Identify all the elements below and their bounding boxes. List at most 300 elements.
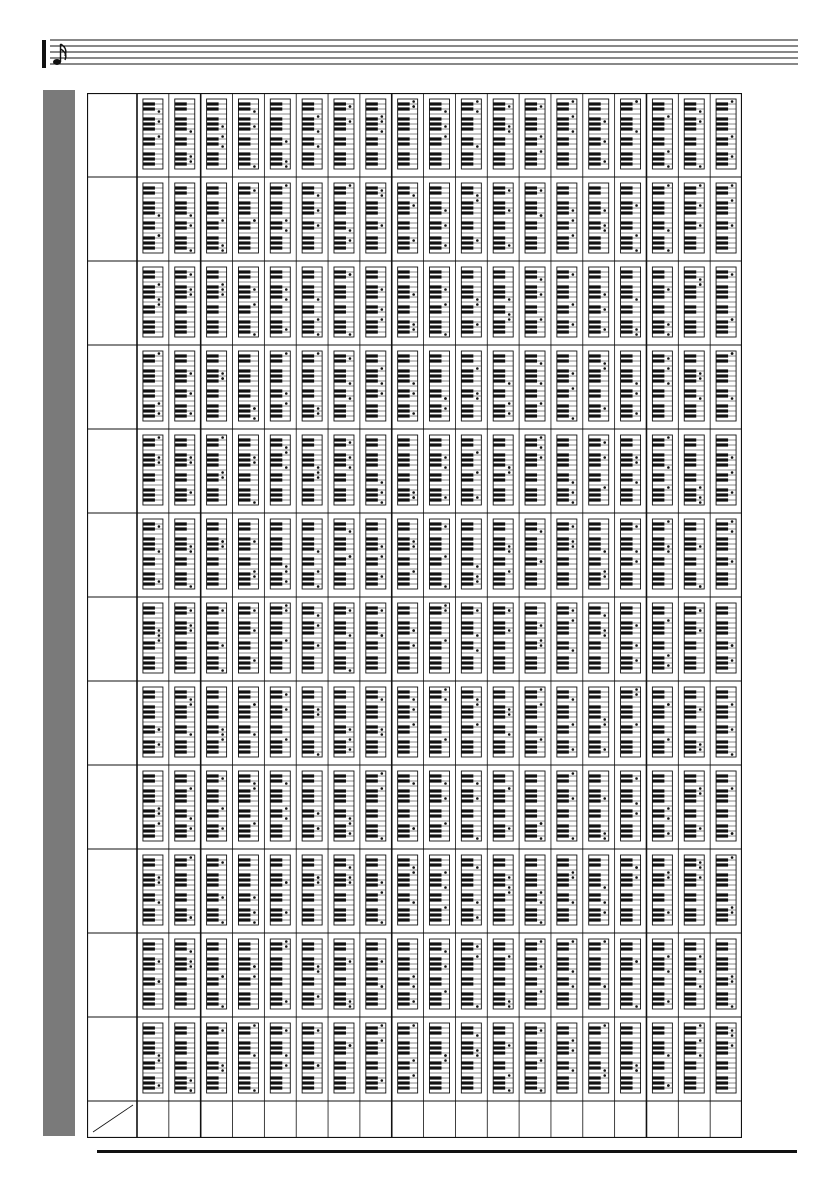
keyboard-diagram: [684, 267, 704, 337]
pressed-key-dot: [635, 802, 638, 805]
pressed-key-dot: [444, 698, 447, 701]
pressed-key-dot: [317, 471, 320, 474]
pressed-key-dot: [667, 115, 670, 118]
pressed-key-dot: [253, 461, 256, 464]
chord-fingering-chart: [87, 93, 742, 1138]
pressed-key-dot: [221, 135, 224, 138]
pressed-key-dot: [731, 703, 734, 706]
pressed-key-dot: [158, 881, 161, 884]
pressed-key-dot: [317, 145, 320, 148]
pressed-key-dot: [667, 832, 670, 835]
pressed-key-dot: [731, 318, 734, 321]
pressed-key-dot: [731, 856, 734, 859]
keyboard-diagram: [716, 519, 736, 589]
pressed-key-dot: [317, 318, 320, 321]
keyboard-diagram: [621, 519, 641, 589]
pressed-key-dot: [476, 797, 479, 800]
pressed-key-dot: [285, 911, 288, 914]
pressed-key-dot: [572, 1049, 575, 1052]
pressed-key-dot: [731, 273, 734, 276]
keyboard-diagram: [493, 519, 513, 589]
pressed-key-dot: [189, 733, 192, 736]
keyboard-diagram: [461, 267, 481, 337]
keyboard-diagram: [525, 939, 545, 1009]
pressed-key-dot: [603, 229, 606, 232]
keyboard-diagram: [525, 435, 545, 505]
pressed-key-dot: [412, 323, 415, 326]
pressed-key-dot: [381, 189, 384, 192]
pressed-key-dot: [572, 100, 575, 103]
pressed-key-dot: [572, 609, 575, 612]
pressed-key-dot: [158, 822, 161, 825]
pressed-key-dot: [699, 866, 702, 869]
keyboard-diagram: [143, 687, 163, 757]
pressed-key-dot: [189, 916, 192, 919]
pressed-key-dot: [603, 629, 606, 632]
pressed-key-dot: [508, 125, 511, 128]
keyboard-diagram: [493, 939, 513, 1009]
pressed-key-dot: [667, 165, 670, 168]
pressed-key-dot: [603, 886, 606, 889]
keyboard-diagram: [525, 855, 545, 925]
pressed-key-dot: [540, 150, 543, 153]
pressed-key-dot: [317, 876, 320, 879]
keyboard-diagram: [525, 1023, 545, 1093]
pressed-key-dot: [221, 669, 224, 672]
pressed-key-dot: [349, 728, 352, 731]
pressed-key-dot: [285, 466, 288, 469]
pressed-key-dot: [444, 333, 447, 336]
keyboard-diagram: [557, 1023, 577, 1093]
pressed-key-dot: [699, 708, 702, 711]
keyboard-diagram: [302, 687, 322, 757]
keyboard-diagram: [175, 519, 195, 589]
pressed-key-dot: [508, 708, 511, 711]
keyboard-diagram: [525, 771, 545, 841]
pressed-key-dot: [189, 224, 192, 227]
keyboard-diagram: [302, 771, 322, 841]
pressed-key-dot: [540, 624, 543, 627]
keyboard-diagram: [430, 435, 450, 505]
keyboard-diagram: [684, 687, 704, 757]
pressed-key-dot: [381, 772, 384, 775]
pressed-key-dot: [540, 921, 543, 924]
keyboard-diagram: [398, 603, 418, 673]
pressed-key-dot: [603, 441, 606, 444]
pressed-key-dot: [381, 1024, 384, 1027]
pressed-key-dot: [635, 550, 638, 553]
pressed-key-dot: [412, 328, 415, 331]
pressed-key-dot: [572, 481, 575, 484]
pressed-key-dot: [158, 960, 161, 963]
keyboard-diagram: [398, 435, 418, 505]
pressed-key-dot: [603, 456, 606, 459]
keyboard-diagram: [334, 771, 354, 841]
pressed-key-dot: [285, 451, 288, 454]
keyboard-diagram: [398, 855, 418, 925]
pressed-key-dot: [667, 545, 670, 548]
pressed-key-dot: [221, 249, 224, 252]
pressed-key-dot: [699, 224, 702, 227]
pressed-key-dot: [253, 965, 256, 968]
pressed-key-dot: [381, 481, 384, 484]
pressed-key-dot: [158, 1084, 161, 1087]
pressed-key-dot: [285, 1029, 288, 1032]
pressed-key-dot: [476, 703, 479, 706]
pressed-key-dot: [253, 456, 256, 459]
pressed-key-dot: [158, 634, 161, 637]
keyboard-diagram: [652, 603, 672, 673]
keyboard-diagram: [716, 99, 736, 169]
keyboard-diagram: [207, 267, 227, 337]
pressed-key-dot: [158, 120, 161, 123]
pressed-key-dot: [285, 565, 288, 568]
pressed-key-dot: [189, 130, 192, 133]
pressed-key-dot: [667, 1084, 670, 1087]
keyboard-diagram: [175, 267, 195, 337]
keyboard-diagram: [175, 855, 195, 925]
keyboard-diagram: [175, 771, 195, 841]
pressed-key-dot: [349, 881, 352, 884]
keyboard-diagram: [461, 351, 481, 421]
keyboard-diagram: [366, 687, 386, 757]
keyboard-diagram: [557, 771, 577, 841]
pressed-key-dot: [221, 921, 224, 924]
pressed-key-dot: [158, 980, 161, 983]
pressed-key-dot: [412, 1024, 415, 1027]
pressed-key-dot: [444, 688, 447, 691]
keyboard-diagram: [270, 435, 290, 505]
pressed-key-dot: [667, 288, 670, 291]
pressed-key-dot: [381, 392, 384, 395]
pressed-key-dot: [444, 609, 447, 612]
pressed-key-dot: [317, 970, 320, 973]
keyboard-diagram: [430, 1023, 450, 1093]
pressed-key-dot: [476, 239, 479, 242]
pressed-key-dot: [476, 100, 479, 103]
pressed-key-dot: [603, 634, 606, 637]
pressed-key-dot: [508, 1089, 511, 1092]
pressed-key-dot: [381, 787, 384, 790]
pressed-key-dot: [603, 140, 606, 143]
keyboard-diagram: [270, 183, 290, 253]
pressed-key-dot: [253, 787, 256, 790]
pressed-key-dot: [253, 911, 256, 914]
pressed-key-dot: [731, 184, 734, 187]
pressed-key-dot: [603, 120, 606, 123]
pressed-key-dot: [699, 629, 702, 632]
pressed-key-dot: [349, 669, 352, 672]
pressed-key-dot: [699, 955, 702, 958]
page-header: [0, 0, 840, 80]
keyboard-diagram: [302, 267, 322, 337]
pressed-key-dot: [444, 110, 447, 113]
keyboard-diagram: [398, 183, 418, 253]
pressed-key-dot: [603, 362, 606, 365]
pressed-key-dot: [444, 407, 447, 410]
pressed-key-dot: [635, 249, 638, 252]
pressed-key-dot: [667, 486, 670, 489]
pressed-key-dot: [253, 165, 256, 168]
pressed-key-dot: [349, 333, 352, 336]
pressed-key-dot: [572, 273, 575, 276]
keyboard-diagram: [493, 99, 513, 169]
pressed-key-dot: [635, 412, 638, 415]
keyboard-diagram: [430, 99, 450, 169]
keyboard-diagram: [430, 351, 450, 421]
pressed-key-dot: [540, 402, 543, 405]
pressed-key-dot: [412, 545, 415, 548]
pressed-key-dot: [444, 1054, 447, 1057]
pressed-key-dot: [731, 975, 734, 978]
pressed-key-dot: [349, 184, 352, 187]
pressed-key-dot: [381, 837, 384, 840]
pressed-key-dot: [540, 189, 543, 192]
keyboard-diagram: [334, 435, 354, 505]
keyboard-diagram: [589, 939, 609, 1009]
pressed-key-dot: [667, 150, 670, 153]
keyboard-diagram: [652, 687, 672, 757]
pressed-key-dot: [189, 461, 192, 464]
pressed-key-dot: [412, 540, 415, 543]
keyboard-diagram: [621, 351, 641, 421]
pressed-key-dot: [381, 1039, 384, 1042]
pressed-key-dot: [603, 224, 606, 227]
pressed-key-dot: [476, 916, 479, 919]
pressed-key-dot: [189, 545, 192, 548]
pressed-key-dot: [253, 540, 256, 543]
pressed-key-dot: [381, 382, 384, 385]
pressed-key-dot: [412, 708, 415, 711]
pressed-key-dot: [381, 733, 384, 736]
pressed-key-dot: [285, 817, 288, 820]
keyboard-diagram: [430, 855, 450, 925]
keyboard-diagram: [270, 855, 290, 925]
pressed-key-dot: [572, 901, 575, 904]
keyboard-diagram: [175, 1023, 195, 1093]
pressed-key-dot: [731, 980, 734, 983]
pressed-key-dot: [476, 145, 479, 148]
keyboard-diagram: [652, 1023, 672, 1093]
pressed-key-dot: [699, 278, 702, 281]
pressed-key-dot: [317, 753, 320, 756]
pressed-key-dot: [508, 545, 511, 548]
keyboard-diagram: [493, 855, 513, 925]
pressed-key-dot: [508, 1000, 511, 1003]
pressed-key-dot: [221, 293, 224, 296]
keyboard-diagram: [366, 435, 386, 505]
pressed-key-dot: [603, 575, 606, 578]
pressed-key-dot: [667, 664, 670, 667]
pressed-key-dot: [444, 886, 447, 889]
pressed-key-dot: [667, 367, 670, 370]
pressed-key-dot: [412, 105, 415, 108]
pressed-key-dot: [731, 397, 734, 400]
keyboard-diagram: [493, 267, 513, 337]
pressed-key-dot: [667, 1054, 670, 1057]
keyboard-diagram: [621, 855, 641, 925]
pressed-key-dot: [508, 1074, 511, 1077]
pressed-key-dot: [444, 397, 447, 400]
keyboard-diagram: [430, 519, 450, 589]
keyboard-diagram: [175, 351, 195, 421]
pressed-key-dot: [221, 219, 224, 222]
pressed-key-dot: [253, 921, 256, 924]
pressed-key-dot: [317, 194, 320, 197]
pressed-key-dot: [158, 214, 161, 217]
pressed-key-dot: [189, 273, 192, 276]
pressed-key-dot: [540, 822, 543, 825]
pressed-key-dot: [444, 990, 447, 993]
pressed-key-dot: [540, 318, 543, 321]
keyboard-diagram: [270, 1023, 290, 1093]
pressed-key-dot: [508, 733, 511, 736]
pressed-key-dot: [221, 975, 224, 978]
keyboard-diagram: [238, 519, 258, 589]
pressed-key-dot: [158, 402, 161, 405]
pressed-key-dot: [221, 733, 224, 736]
pressed-key-dot: [731, 471, 734, 474]
keyboard-diagram: [207, 351, 227, 421]
pressed-key-dot: [412, 644, 415, 647]
pressed-key-dot: [285, 639, 288, 642]
pressed-key-dot: [731, 100, 734, 103]
keyboard-diagram: [238, 939, 258, 1009]
keyboard-diagram: [589, 771, 609, 841]
pressed-key-dot: [635, 866, 638, 869]
pressed-key-dot: [317, 466, 320, 469]
pressed-key-dot: [189, 965, 192, 968]
pressed-key-dot: [349, 273, 352, 276]
pressed-key-dot: [317, 224, 320, 227]
keyboard-diagram: [716, 603, 736, 673]
pressed-key-dot: [540, 990, 543, 993]
pressed-key-dot: [221, 145, 224, 148]
keyboard-diagram: [684, 603, 704, 673]
keyboard-diagram: [175, 183, 195, 253]
pressed-key-dot: [540, 1059, 543, 1062]
keyboard-diagram: [430, 183, 450, 253]
keyboard-diagram: [716, 687, 736, 757]
keyboard-diagram: [238, 687, 258, 757]
pressed-key-dot: [508, 209, 511, 212]
pressed-key-dot: [540, 1029, 543, 1032]
pressed-key-dot: [221, 777, 224, 780]
pressed-key-dot: [476, 194, 479, 197]
pressed-key-dot: [603, 209, 606, 212]
pressed-key-dot: [285, 219, 288, 222]
keyboard-diagram: [207, 603, 227, 673]
pressed-key-dot: [476, 634, 479, 637]
pressed-key-dot: [667, 955, 670, 958]
pressed-key-dot: [508, 382, 511, 385]
pressed-key-dot: [508, 1005, 511, 1008]
pressed-key-dot: [253, 570, 256, 573]
pressed-key-dot: [412, 985, 415, 988]
keyboard-diagram: [238, 183, 258, 253]
pressed-key-dot: [253, 733, 256, 736]
pressed-key-dot: [635, 777, 638, 780]
pressed-key-dot: [603, 293, 606, 296]
pressed-key-dot: [635, 481, 638, 484]
pressed-key-dot: [221, 1029, 224, 1032]
keyboard-diagram: [716, 855, 736, 925]
keyboard-diagram: [684, 435, 704, 505]
pressed-key-dot: [349, 960, 352, 963]
keyboard-diagram: [652, 519, 672, 589]
pressed-key-dot: [572, 115, 575, 118]
pressed-key-dot: [572, 970, 575, 973]
pressed-key-dot: [349, 609, 352, 612]
keyboard-diagram: [302, 183, 322, 253]
keyboard-diagram: [302, 603, 322, 673]
pressed-key-dot: [317, 614, 320, 617]
keyboard-diagram: [652, 267, 672, 337]
pressed-key-dot: [508, 466, 511, 469]
keyboard-diagram: [493, 603, 513, 673]
keyboard-diagram: [652, 939, 672, 1009]
keyboard-diagram: [143, 771, 163, 841]
keyboard-diagram: [143, 939, 163, 1009]
pressed-key-dot: [349, 866, 352, 869]
pressed-key-dot: [572, 303, 575, 306]
pressed-key-dot: [158, 629, 161, 632]
keyboard-diagram: [207, 99, 227, 169]
pressed-key-dot: [731, 728, 734, 731]
pressed-key-dot: [285, 1054, 288, 1057]
keyboard-diagram: [207, 939, 227, 1009]
pressed-key-dot: [221, 1064, 224, 1067]
pressed-key-dot: [158, 436, 161, 439]
pressed-key-dot: [572, 130, 575, 133]
pressed-key-dot: [285, 609, 288, 612]
keyboard-diagram: [207, 771, 227, 841]
pressed-key-dot: [221, 288, 224, 291]
keyboard-diagram: [493, 183, 513, 253]
pressed-key-dot: [476, 1034, 479, 1037]
pressed-key-dot: [572, 723, 575, 726]
pressed-key-dot: [317, 352, 320, 355]
keyboard-diagram: [684, 351, 704, 421]
pressed-key-dot: [253, 1054, 256, 1057]
keyboard-diagram: [238, 435, 258, 505]
pressed-key-dot: [317, 407, 320, 410]
keyboard-diagram: [334, 267, 354, 337]
pressed-key-dot: [508, 130, 511, 133]
pressed-key-dot: [317, 713, 320, 716]
pressed-key-dot: [635, 100, 638, 103]
pressed-key-dot: [540, 560, 543, 563]
keyboard-diagram: [175, 939, 195, 1009]
pressed-key-dot: [603, 1069, 606, 1072]
pressed-key-dot: [699, 165, 702, 168]
keyboard-diagram: [302, 519, 322, 589]
pressed-key-dot: [731, 520, 734, 523]
pressed-key-dot: [158, 901, 161, 904]
pressed-key-dot: [412, 698, 415, 701]
pressed-key-dot: [603, 832, 606, 835]
keyboard-diagram: [461, 939, 481, 1009]
pressed-key-dot: [508, 713, 511, 716]
keyboard-diagram: [175, 687, 195, 757]
pressed-key-dot: [349, 382, 352, 385]
pressed-key-dot: [667, 1000, 670, 1003]
pressed-key-dot: [381, 728, 384, 731]
keyboard-diagram: [557, 99, 577, 169]
pressed-key-dot: [221, 471, 224, 474]
music-note-icon: [53, 44, 66, 65]
keyboard-diagram: [621, 939, 641, 1009]
